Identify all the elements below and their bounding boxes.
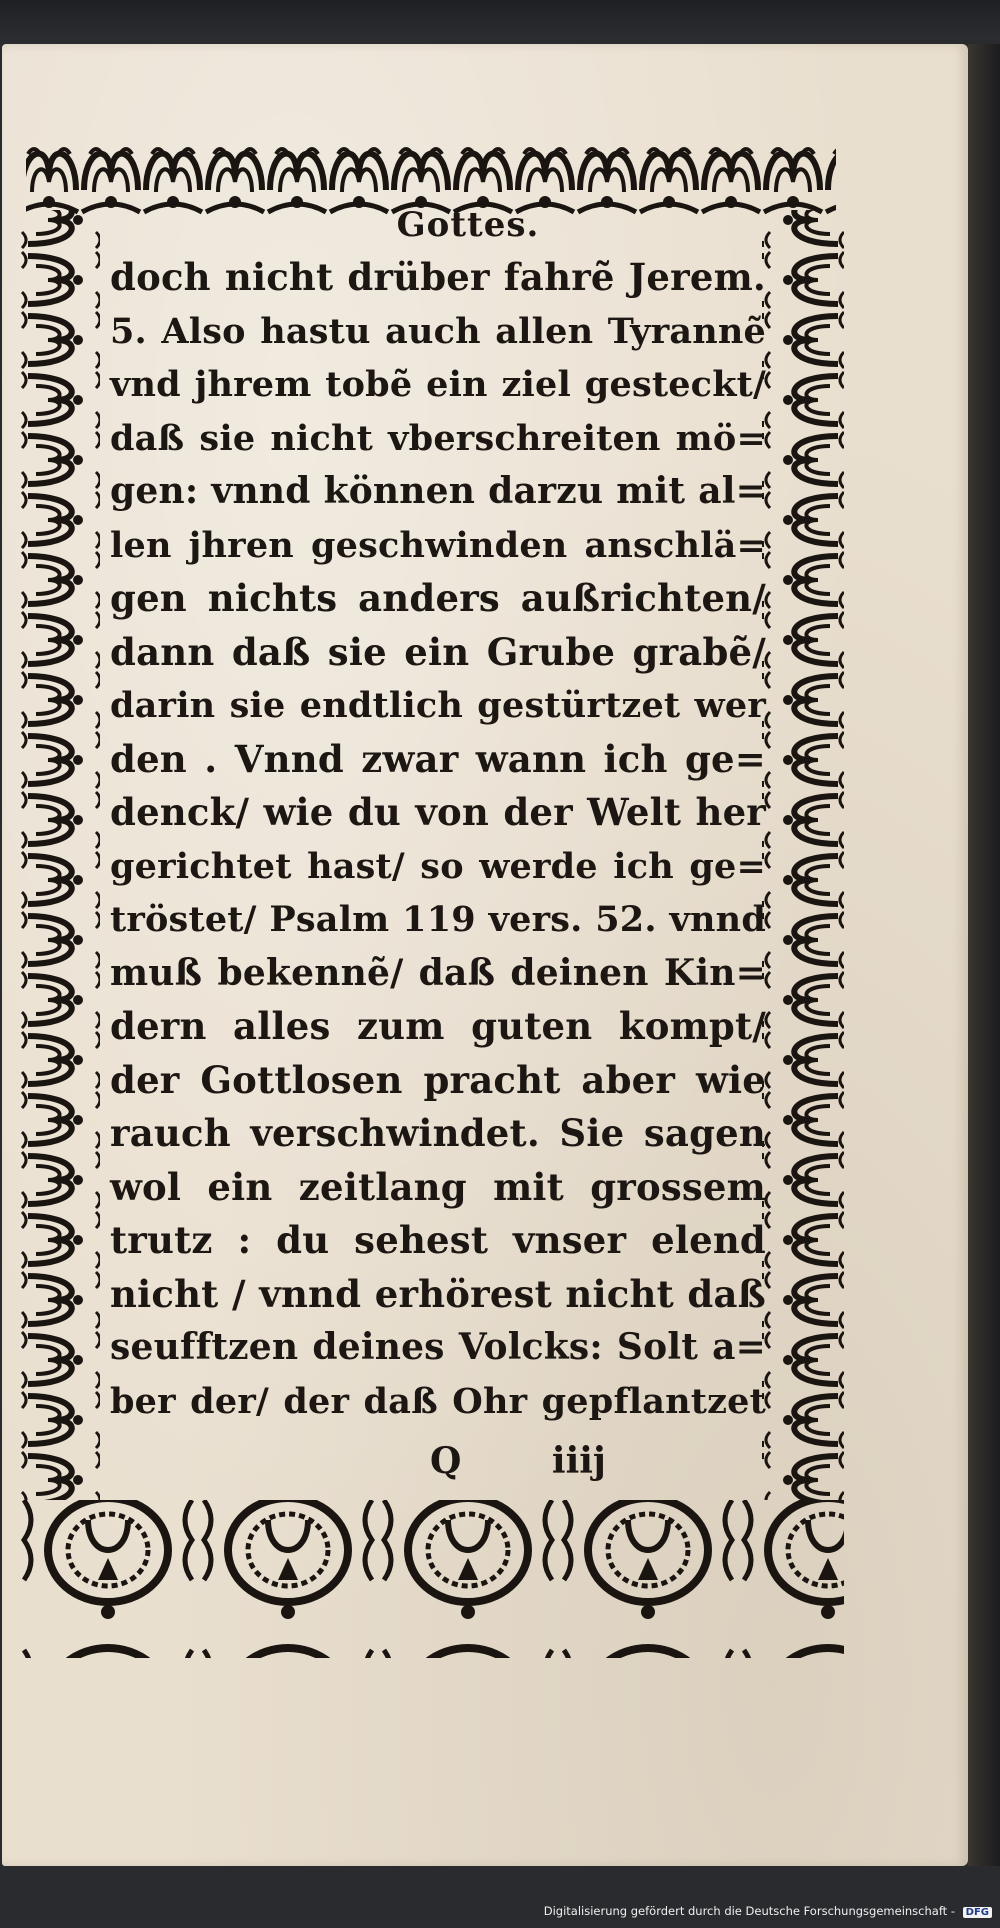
text-line: vnd jhrem tobẽ ein ziel gesteckt/ [110, 364, 766, 405]
text-line: der Gottlosen pracht aber wie [110, 1057, 766, 1102]
text-line: tröstet/ Psalm 119 vers. 52. vnnd [110, 899, 766, 940]
text-line: dern alles zum guten kompt/ [110, 1004, 766, 1048]
text-line: gen nichts anders außrichten/ [110, 576, 766, 620]
dfg-logo: DFG [963, 1907, 992, 1918]
text-line: dann daß sie ein Grube grabẽ/ [110, 629, 766, 674]
text-line: darin sie endtlich gestürtzet wer [110, 685, 766, 726]
running-headline: Gottes. [396, 205, 540, 245]
page-text-block [110, 205, 766, 1428]
digitization-credit [544, 1904, 992, 1918]
text-line: muß bekennẽ/ daß deinen Kin= [110, 951, 766, 994]
text-line: wol ein zeitlang mit grossem [110, 1164, 766, 1209]
text-line: seufftzen deines Volcks: Solt a= [110, 1326, 766, 1368]
text-line: denck/ wie du von der Welt her [110, 790, 766, 834]
text-line: gen: vnnd können darzu mit al= [110, 470, 766, 512]
text-line: ber der/ der daß Ohr gepflantzet [110, 1380, 766, 1422]
text-line: den . Vnnd zwar wann ich ge= [110, 736, 766, 781]
signature-letter: Q [430, 1440, 462, 1482]
text-line: trutz : du sehest vnser elend [110, 1218, 766, 1262]
text-line: 5. Also hastu auch allen Tyrannẽ [110, 310, 766, 352]
border-left-column [18, 210, 100, 1500]
border-bottom-band [18, 1500, 844, 1658]
signature-mark [430, 1440, 730, 1482]
text-line: rauch verschwindet. Sie sagen [110, 1111, 766, 1155]
scan-background-top [0, 0, 1000, 40]
border-top-band [26, 130, 836, 216]
text-lines [110, 251, 766, 1428]
border-right-column [762, 210, 844, 1500]
text-line: doch nicht drüber fahrẽ Jerem. [110, 255, 766, 299]
text-line: nicht / vnnd erhörest nicht daß [110, 1271, 766, 1316]
credit-text: Digitalisierung gefördert durch die Deutsche Forschungsgemeinschaft - [543, 1904, 955, 1918]
signature-number: iiij [551, 1440, 606, 1482]
text-line: len jhren geschwinden anschlä= [110, 524, 766, 566]
text-line: daß sie nicht vberschreiten mö= [110, 417, 766, 459]
book-binding-edge [968, 44, 1000, 1866]
text-line: gerichtet hast/ so werde ich ge= [110, 845, 766, 887]
